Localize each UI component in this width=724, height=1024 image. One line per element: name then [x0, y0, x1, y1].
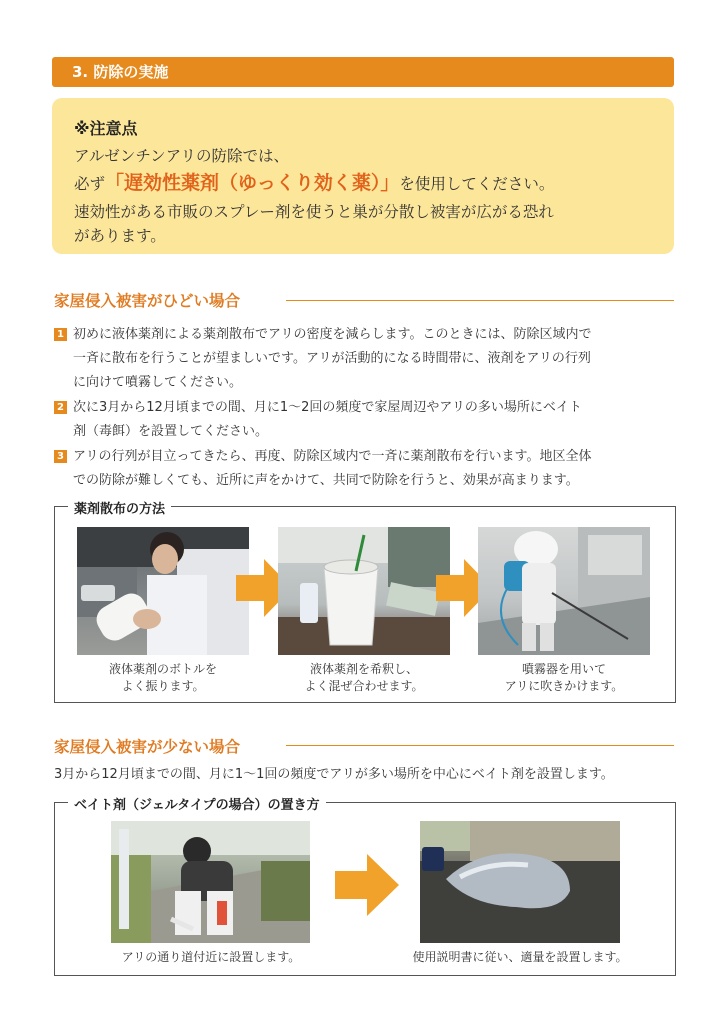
severe-item-1 — [54, 323, 678, 395]
item-text-line: 一斉に散布を行うことが望ましいです。アリが活動的になる時間帯に、液剤をアリの行列 — [73, 351, 591, 366]
item-number-badge: 3 — [54, 450, 67, 463]
photo-mix-bucket-illustration — [278, 527, 450, 655]
severe-heading: 家屋侵入被害がひどい場合 — [54, 292, 241, 310]
bait-step-1-caption: アリの通り道付近に設置します。 — [121, 950, 301, 964]
photo-shake-bottle-illustration — [77, 527, 249, 655]
caution-line-1: アルゼンチンアリの防除では、 — [74, 147, 289, 165]
item-text-line: 剤（毒餌）を設置してください。 — [73, 424, 269, 439]
caption-line: 液体薬剤のボトルを — [108, 662, 217, 676]
photo-shake-bottle — [77, 527, 249, 655]
caution-line-4: があります。 — [74, 227, 166, 245]
caution-line-2-pre: 必ず — [74, 175, 106, 193]
item-number-badge: 1 — [54, 328, 67, 341]
severe-item-3 — [54, 445, 678, 493]
caution-box — [52, 98, 674, 254]
bait-step-2-caption: 使用説明書に従い、適量を設置します。 — [412, 950, 628, 964]
caption-line: 噴霧器を用いて — [521, 662, 606, 676]
spray-step-1-caption — [77, 661, 249, 695]
item-number-badge: 2 — [54, 401, 67, 414]
photo-spray-ants — [478, 527, 650, 655]
spray-step-3-caption — [478, 661, 650, 695]
photo-place-bait-illustration — [111, 821, 310, 943]
caution-line-3: 速効性がある市販のスプレー剤を使うと巣が分散し被害が広がる恐れ — [74, 203, 554, 221]
section-title: 3. 防除の実施 — [72, 63, 169, 81]
section-header — [52, 57, 674, 87]
caption-line: よく振ります。 — [121, 679, 205, 693]
mild-heading-rule — [286, 745, 674, 746]
item-text-line: での防除が難しくても、近所に声をかけて、共同で防除を行うと、効果が高まります。 — [73, 473, 579, 488]
photo-place-bait — [111, 821, 310, 943]
item-text-line: 初めに液体薬剤による薬剤散布でアリの密度を減らします。このときには、防除区域内で — [73, 327, 592, 342]
severe-item-2 — [54, 396, 678, 444]
caution-highlight: 「遅効性薬剤（ゆっくり効く薬）」 — [105, 172, 400, 194]
photo-bait-gel — [420, 821, 620, 943]
caution-line-2 — [74, 168, 554, 195]
mild-heading: 家屋侵入被害が少ない場合 — [54, 738, 241, 756]
bait-method-title: ベイト剤（ジェルタイプの場合）の置き方 — [68, 794, 326, 813]
photo-spray-ants-illustration — [478, 527, 650, 655]
caption-line: よく混ぜ合わせます。 — [304, 679, 424, 693]
photo-mix-bucket — [278, 527, 450, 655]
caution-line-2-post: を使用してください。 — [399, 175, 555, 193]
mild-text: 3月から12月頃までの間、月に1〜1回の頻度でアリが多い場所を中心にベイト剤を設置します。 — [54, 767, 614, 782]
spray-step-2-caption — [278, 661, 450, 695]
item-text-line: アリの行列が目立ってきたら、再度、防除区域内で一斉に薬剤散布を行います。地区全体 — [73, 449, 592, 464]
severe-heading-rule — [286, 300, 674, 301]
caution-heading: ※注意点 — [74, 119, 138, 138]
caption-line: アリに吹きかけます。 — [504, 679, 624, 693]
arrow-right-icon — [335, 854, 399, 916]
item-text-line: 次に3月から12月頃までの間、月に1〜2回の頻度で家屋周辺やアリの多い場所にベイト — [73, 400, 582, 415]
item-text-line: に向けて噴霧してください。 — [73, 375, 243, 390]
photo-bait-gel-illustration — [420, 821, 620, 943]
spray-method-title: 薬剤散布の方法 — [68, 498, 171, 517]
caption-line: 液体薬剤を希釈し、 — [309, 662, 418, 676]
